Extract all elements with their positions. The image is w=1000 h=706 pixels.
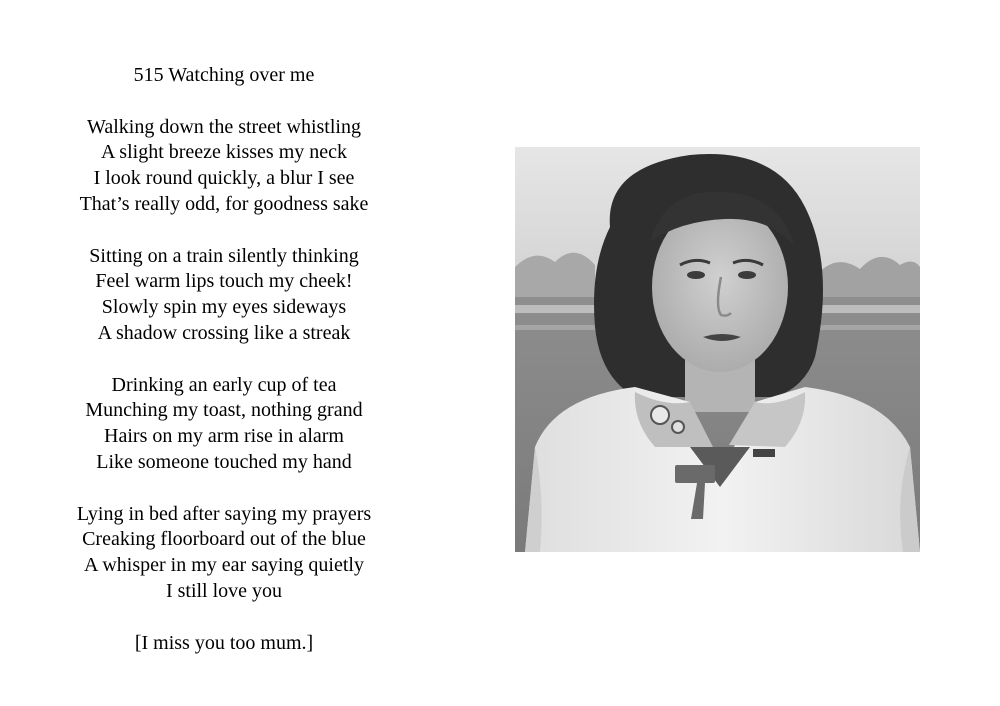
flower-icon	[651, 406, 669, 424]
poem-line: Hairs on my arm rise in alarm	[104, 425, 344, 448]
poem-footer: [I miss you too mum.]	[134, 631, 314, 654]
eye	[687, 271, 705, 279]
flower-icon	[672, 421, 684, 433]
poem-line: Drinking an early cup of tea	[111, 373, 337, 396]
stanza-1	[40, 115, 408, 218]
poem	[40, 63, 408, 656]
portrait-photo	[515, 147, 920, 552]
brooch	[753, 449, 775, 457]
eye	[738, 271, 756, 279]
ribbon-bow	[675, 465, 715, 483]
poem-line: I look round quickly, a blur I see	[93, 167, 355, 190]
poem-line: Creaking floorboard out of the blue	[82, 528, 366, 551]
poem-line: Like someone touched my hand	[96, 450, 352, 473]
poem-line: Munching my toast, nothing grand	[85, 399, 363, 422]
poem-line: Feel warm lips touch my cheek!	[95, 270, 353, 293]
poem-line: I still love you	[165, 579, 283, 602]
poem-line: Slowly spin my eyes sideways	[101, 296, 347, 319]
poem-line: That’s really odd, for goodness sake	[79, 192, 369, 215]
poem-line: Sitting on a train silently thinking	[89, 244, 359, 267]
stanza-4	[40, 502, 408, 605]
poem-line: A shadow crossing like a streak	[97, 321, 351, 344]
stanza-3	[40, 373, 408, 476]
portrait-photo-illustration	[515, 147, 920, 552]
poem-line: Lying in bed after saying my prayers	[76, 502, 372, 525]
poem-line: A slight breeze kisses my neck	[100, 141, 348, 164]
poem-title: 515 Watching over me	[133, 64, 315, 86]
poem-line: Walking down the street whistling	[87, 115, 361, 138]
poem-line: A whisper in my ear saying quietly	[84, 554, 364, 577]
stanza-2	[40, 244, 408, 347]
